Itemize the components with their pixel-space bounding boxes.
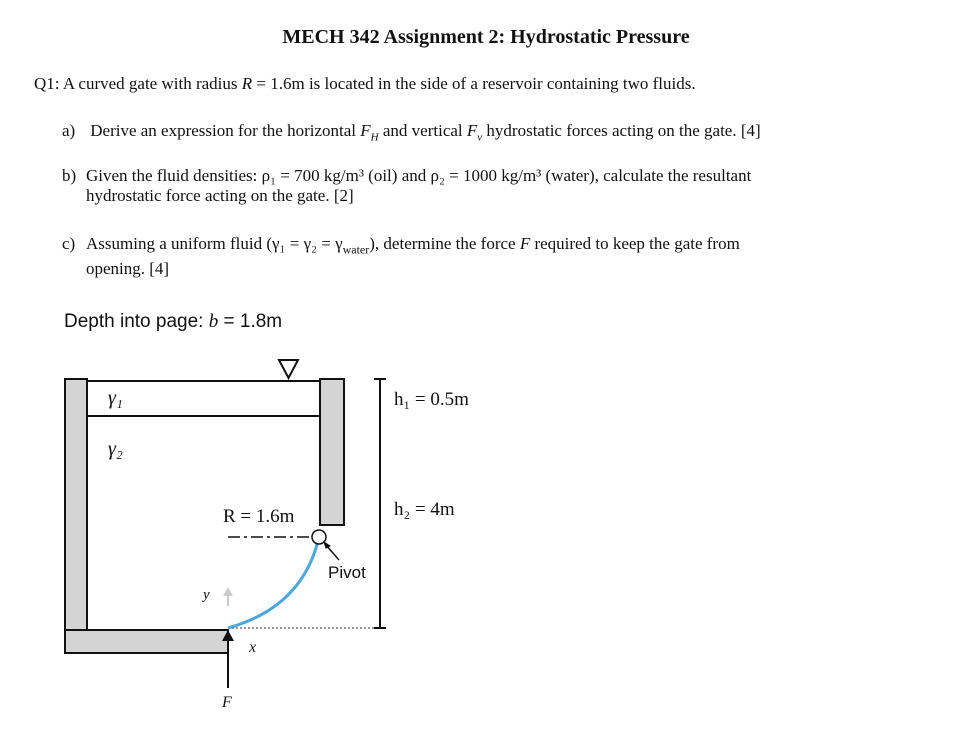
y-axis-arrow-icon [223, 587, 233, 596]
radius-label: R = 1.6m [223, 506, 295, 527]
radius-value: = 1.6m [252, 74, 305, 93]
fh-symbol: F [360, 121, 371, 140]
part-b-line-1: Given the fluid densities: ρ₁ = 700 kg/m³ (oil) and ρ₂ = 1000 kg/m³ (water), calculate the resultant [86, 166, 752, 185]
water-subscript: water [342, 242, 370, 257]
gamma1-label: γ₁ [108, 387, 123, 409]
h1-label: h₁ = 0.5m [394, 389, 469, 410]
fh-subscript: H [370, 131, 379, 144]
pivot-label: Pivot [328, 563, 366, 582]
part-c-label: c) [62, 234, 76, 253]
radius-variable: R [241, 74, 253, 93]
part-c-line-1b: ), determine the force [369, 234, 520, 253]
surface-marker-icon [279, 360, 298, 378]
gamma2-label: γ₂ [108, 438, 123, 460]
part-b-label: b) [62, 166, 77, 185]
fv-symbol: F [466, 121, 478, 140]
part-a-label: a) [62, 121, 76, 140]
curved-gate [228, 537, 319, 628]
depth-variable: b [208, 311, 219, 332]
left-wall [65, 379, 87, 633]
part-b-line-2: hydrostatic force acting on the gate. [2] [86, 186, 354, 205]
floor [65, 630, 228, 653]
part-a-text-3: hydrostatic forces acting on the gate. [4] [482, 121, 761, 140]
part-c-line-1c: required to keep the gate from [530, 234, 740, 253]
y-axis-label: y [203, 587, 210, 603]
right-wall [320, 379, 344, 525]
part-c-line-1a: Assuming a uniform fluid (γ₁ = γ₂ = γ [86, 234, 343, 253]
x-axis-label: x [249, 639, 257, 656]
depth-value: = 1.8m [218, 311, 283, 332]
fv-subscript: v [477, 131, 483, 144]
part-a-text-2: and vertical [378, 121, 467, 140]
force-label: F [222, 694, 232, 711]
part-c-line-2: opening. [4] [86, 259, 170, 279]
force-symbol: F [519, 234, 531, 253]
pivot-arrow-head [324, 542, 330, 548]
question-text-a: A curved gate with radius [62, 74, 238, 93]
depth-prefix: Depth into page: [64, 311, 209, 332]
question-number: Q1: [34, 74, 60, 93]
question-text-b: is located in the side of a reservoir containing two fluids. [304, 74, 696, 93]
part-a-text-1: Derive an expression for the horizontal [90, 121, 361, 140]
page-title: MECH 342 Assignment 2: Hydrostatic Pressure [282, 26, 690, 48]
h2-label: h₂ = 4m [394, 499, 455, 520]
